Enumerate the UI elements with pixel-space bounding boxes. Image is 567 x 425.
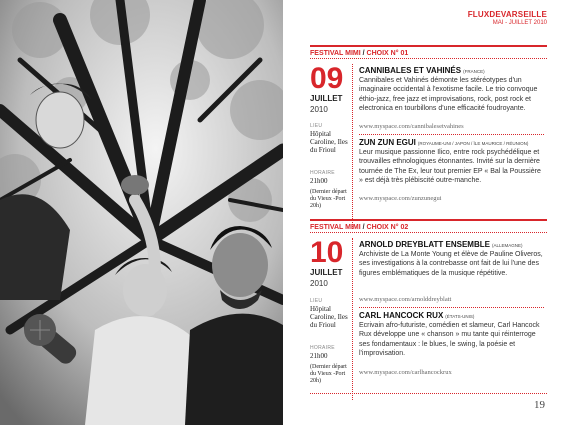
act-description: Leur musique passionne Ilico, entre rock psychédélique et trouvailles ethnologiques étonnantes. Invité sur la dernière tournée de The Ex, leur tout premier EP « Bal la Poussière » est déjà très plébiscité outre-manche. — [359, 149, 541, 185]
act-url[interactable]: www.myspace.com/cannibalesetvahines — [359, 123, 464, 130]
column-divider — [352, 238, 353, 400]
act-name: ARNOLD DREYBLATT ENSEMBLE — [359, 240, 490, 249]
column-divider — [352, 64, 353, 229]
event-note: (Dernier départ du Vieux -Port 20h) — [310, 364, 347, 384]
act-name: CANNIBALES ET VAHINÉS — [359, 66, 462, 75]
choice-label: CHOIX N° 02 — [366, 224, 409, 231]
choice-label: CHOIX N° 01 — [366, 50, 409, 57]
time-label: HORAIRE — [310, 345, 335, 351]
act-name: CARL HANCOCK RUX — [359, 311, 444, 320]
act-country: (ÉTATS-UNIS) — [445, 314, 475, 319]
section-divider — [310, 232, 547, 233]
event-day: 09 — [310, 62, 344, 95]
festival-label: FESTIVAL MIMI — [310, 224, 361, 231]
event-day: 10 — [310, 236, 344, 269]
act-divider — [359, 134, 544, 135]
bottom-rule — [310, 393, 547, 394]
act-name: ZUN ZUN EGUI — [359, 138, 416, 147]
event-year: 2010 — [310, 105, 328, 114]
act-title — [359, 66, 485, 75]
act-country: (ROYAUME-UNI / JAPON / ÎLE MAURICE / RÉUNION) — [417, 141, 529, 146]
act-title — [359, 240, 522, 249]
magazine-title: FLUXDEVARSEILLE — [467, 10, 547, 19]
event-month: JUILLET — [310, 268, 343, 277]
event-year: 2010 — [310, 279, 328, 288]
photo-musicians-under-tree — [0, 0, 283, 425]
section-divider — [310, 58, 547, 59]
section-header-1: FESTIVAL MIMI / CHOIX N° 01 — [310, 45, 547, 57]
issue-date: MAI - JUILLET 2010 — [492, 20, 547, 26]
act-url[interactable]: www.myspace.com/zunzunegui — [359, 195, 442, 202]
act-description: Archiviste de La Monte Young et élève de Pauline Oliveros, ses investigations à la contrebasse ont fait de lui l'une des figures emblématiques de la musique répétitive. — [359, 251, 543, 277]
act-title — [359, 311, 474, 320]
act-url[interactable]: www.myspace.com/arnolddreyblatt — [359, 296, 452, 303]
page-number: 19 — [534, 399, 545, 411]
place-label: LIEU — [310, 298, 323, 304]
act-url[interactable]: www.myspace.com/carlhancockrux — [359, 369, 452, 376]
event-time: 21h00 — [310, 352, 328, 360]
act-description: Cannibales et Vahinés démonte les stéréotypes d'un imaginaire occidental à l'exotisme facile. Le trio convoque éthio-jazz, free jazz et improvisations, rock, post rock et electronica en tourbillons d'une efficacité foudroyante. — [359, 77, 538, 113]
event-time: 21h00 — [310, 177, 328, 185]
act-title — [359, 138, 528, 147]
act-divider — [359, 307, 544, 308]
event-note: (Dernier départ du Vieux -Port 20h) — [310, 189, 347, 209]
act-country: (FRANCE) — [463, 69, 485, 74]
festival-label: FESTIVAL MIMI — [310, 50, 361, 57]
event-place: Hôpital Caroline, Iles du Frioul — [310, 305, 348, 329]
place-label: LIEU — [310, 123, 323, 129]
event-place: Hôpital Caroline, Iles du Frioul — [310, 130, 348, 154]
act-country: (ALLEMAGNE) — [491, 243, 523, 248]
event-month: JUILLET — [310, 94, 343, 103]
time-label: HORAIRE — [310, 170, 335, 176]
section-header-2: FESTIVAL MIMI / CHOIX N° 02 — [310, 219, 547, 231]
act-description: Ecrivain afro-futuriste, comédien et slameur, Carl Hancock Rux développe une « chanson » mu tante qui réinterroge ses fondamentaux : le blues, le swing, la poésie et l'improvisation. — [359, 322, 540, 358]
